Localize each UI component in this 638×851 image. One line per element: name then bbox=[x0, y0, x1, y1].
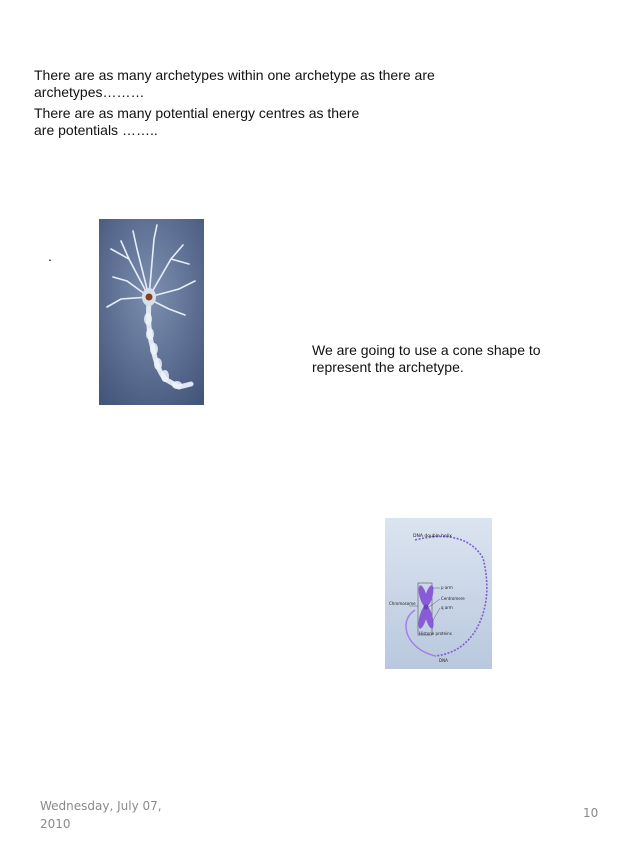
label-chromosome: Chromosome bbox=[389, 601, 416, 606]
footer-date: Wednesday, July 07, 2010 bbox=[40, 799, 162, 831]
label-centromere: Centromere bbox=[441, 596, 465, 601]
label-dna-double-helix: DNA double helix bbox=[413, 534, 452, 539]
bullet-dot: . bbox=[48, 248, 52, 264]
label-histone-proteins: Histone proteins bbox=[419, 631, 452, 636]
page-number: 10 bbox=[583, 806, 599, 820]
archetypes-statement: There are as many archetypes within one archetype as there are archetypes……… bbox=[34, 67, 435, 100]
label-q-arm: q arm bbox=[441, 605, 453, 610]
label-dna: DNA bbox=[439, 658, 448, 663]
cone-shape-statement: We are going to use a cone shape to represent the archetype. bbox=[312, 342, 541, 375]
chromosome-dna-diagram bbox=[385, 518, 492, 669]
neuron-image bbox=[99, 219, 204, 405]
energy-centres-statement: There are as many potential energy centres as there are potentials …….. bbox=[34, 105, 360, 138]
label-p-arm: p arm bbox=[441, 585, 453, 590]
